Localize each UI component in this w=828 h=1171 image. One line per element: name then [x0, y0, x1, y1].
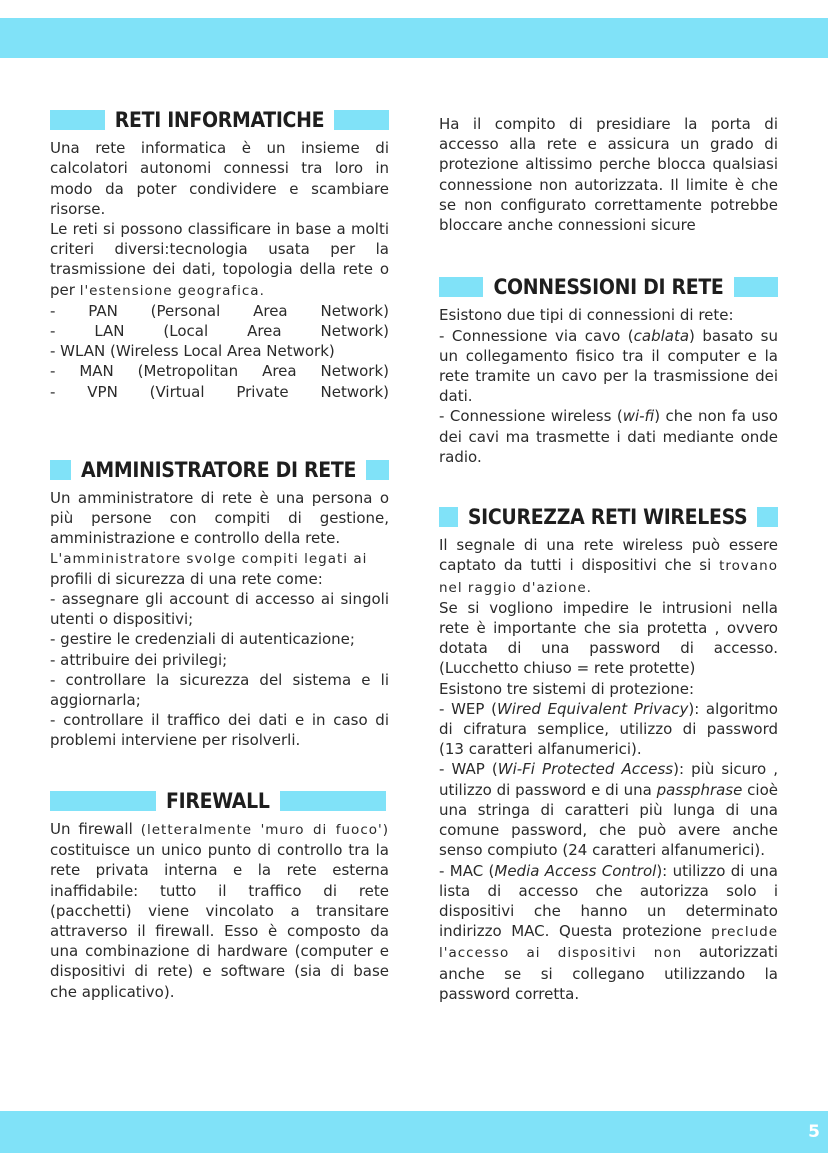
bottom-band [0, 1111, 828, 1153]
list-item: - VPN (Virtual Private Network) [50, 382, 389, 401]
paragraph: - Connessione via cavo (cablata) basato su un collegamento fisico tra il computer e la rete tramite un cavo per la trasmissione dei dati. [439, 326, 778, 406]
heading-row [50, 788, 389, 813]
heading-connessioni-di-rete: CONNESSIONI DI RETE [493, 275, 724, 300]
paragraph: - controllare il traffico dei dati e in caso di problemi interviene per risolverli. [50, 711, 389, 750]
paragraph: - attribuire dei privilegi; [50, 650, 228, 669]
heading-bar-right [757, 507, 778, 527]
paragraph: Un amministratore di rete è una persona o più persone con compiti di gestione, amministrazione e controllo della rete. [50, 489, 389, 548]
heading-row [439, 505, 778, 530]
heading-bar-right [366, 460, 389, 480]
list-item: - PAN (Personal Area Network) [50, 301, 389, 320]
right-column [439, 114, 778, 1004]
paragraph: - gestire le credenziali di autenticazione; [50, 630, 355, 649]
heading-amministratore-di-rete: AMMINISTRATORE DI RETE [81, 457, 357, 482]
paragraph: - MAC (Media Access Control): utilizzo di una lista di accesso che autorizza solo i dispositivi che hanno un determinato indirizzo MAC. Questa protezione preclude l'accesso ai dispositivi non autorizzati anche se si collegano utilizzando la password corretta. [439, 861, 778, 1003]
paragraph: Esistono due tipi di connessioni di rete: [439, 306, 734, 325]
page-number: 5 [808, 1122, 820, 1142]
heading-firewall: FIREWALL [166, 788, 270, 813]
list-item: - WLAN (Wireless Local Area Network) [50, 342, 335, 361]
paragraph: - assegnare gli account di accesso ai singoli utenti o dispositivi; [50, 590, 389, 629]
paragraph: Le reti si possono classificare in base a molti criteri diversi:tecnologia usata per la trasmissione dei dati, topologia della rete o per l'estensione geografica. [50, 220, 389, 299]
section-connessioni [439, 277, 778, 467]
heading-row [439, 275, 778, 300]
heading-bar-left [50, 791, 156, 811]
paragraph: Una rete informatica è un insieme di calcolatori autonomi connessi tra loro in modo da poter condividere e scambiare risorse. [50, 139, 389, 218]
top-band [0, 18, 828, 58]
left-column [50, 110, 389, 1002]
paragraph: L'amministratore svolge compiti legati ai [50, 550, 368, 567]
paragraph: profili di sicurezza di una rete come: [50, 569, 323, 588]
heading-bar-left [50, 460, 71, 480]
heading-bar-left [439, 277, 483, 297]
paragraph: Un firewall (letteralmente 'muro di fuoco') costituisce un unico punto di controllo tra la rete privata interna e la rete esterna inaffidabile: tutto il traffico di rete (pacchetti) viene vincolato a transitare attraverso il firewall. Esso è composto da una combinazione di hardware (computer e dispositivi di rete) e software (sia di base che applicativo). [50, 819, 389, 1001]
paragraph: Esistono tre sistemi di protezione: [439, 679, 695, 698]
list-item: - MAN (Metropolitan Area Network) [50, 362, 389, 381]
heading-bar-right [734, 277, 778, 297]
heading-bar-left [439, 507, 458, 527]
paragraph: - controllare la sicurezza del sistema e li aggiornarla; [50, 670, 389, 710]
section-reti-informatiche [50, 110, 389, 402]
paragraph: - Connessione wireless (wi-fi) che non fa uso dei cavi ma trasmette i dati mediante onde radio. [439, 407, 778, 466]
heading-row [50, 457, 389, 482]
heading-bar-left [50, 110, 105, 130]
paragraph: Il segnale di una rete wireless può essere captato da tutti i dispositivi che si trovano nel raggio d'azione. [439, 536, 778, 596]
paragraph: Se si vogliono impedire le intrusioni nella rete è importante che sia protetta , ovvero dotata di una password di accesso. (Lucchetto chiuso = rete protette) [439, 598, 778, 678]
heading-bar-right [280, 791, 386, 811]
heading-bar-right [334, 110, 389, 130]
paragraph: - WEP (Wired Equivalent Privacy): algoritmo di cifratura semplice, utilizzo di password (13 caratteri alfanumerici). [439, 699, 778, 759]
section-firewall [50, 788, 389, 1002]
heading-sicurezza-reti-wireless: SICUREZZA RETI WIRELESS [467, 505, 748, 530]
section-sicurezza [439, 507, 778, 1004]
paragraph: - WAP (Wi-Fi Protected Access): più sicuro , utilizzo di password e di una passphrase cioè una stringa di caratteri più lunga di una comune password, che può avere anche senso compiuto (24 caratteri alfanumerici). [439, 760, 778, 860]
heading-row [50, 110, 389, 130]
heading-reti-informatiche: RETI INFORMATICHE [114, 108, 325, 132]
list-item: - LAN (Local Area Network) [50, 322, 389, 341]
section-amministratore [50, 457, 389, 751]
paragraph: Ha il compito di presidiare la porta di accesso alla rete e assicura un grado di protezione altissimo perche blocca qualsiasi connessione non autorizzata. Il limite è che se non configurato correttamente potrebbe bloccare anche connessioni sicure [439, 115, 778, 235]
